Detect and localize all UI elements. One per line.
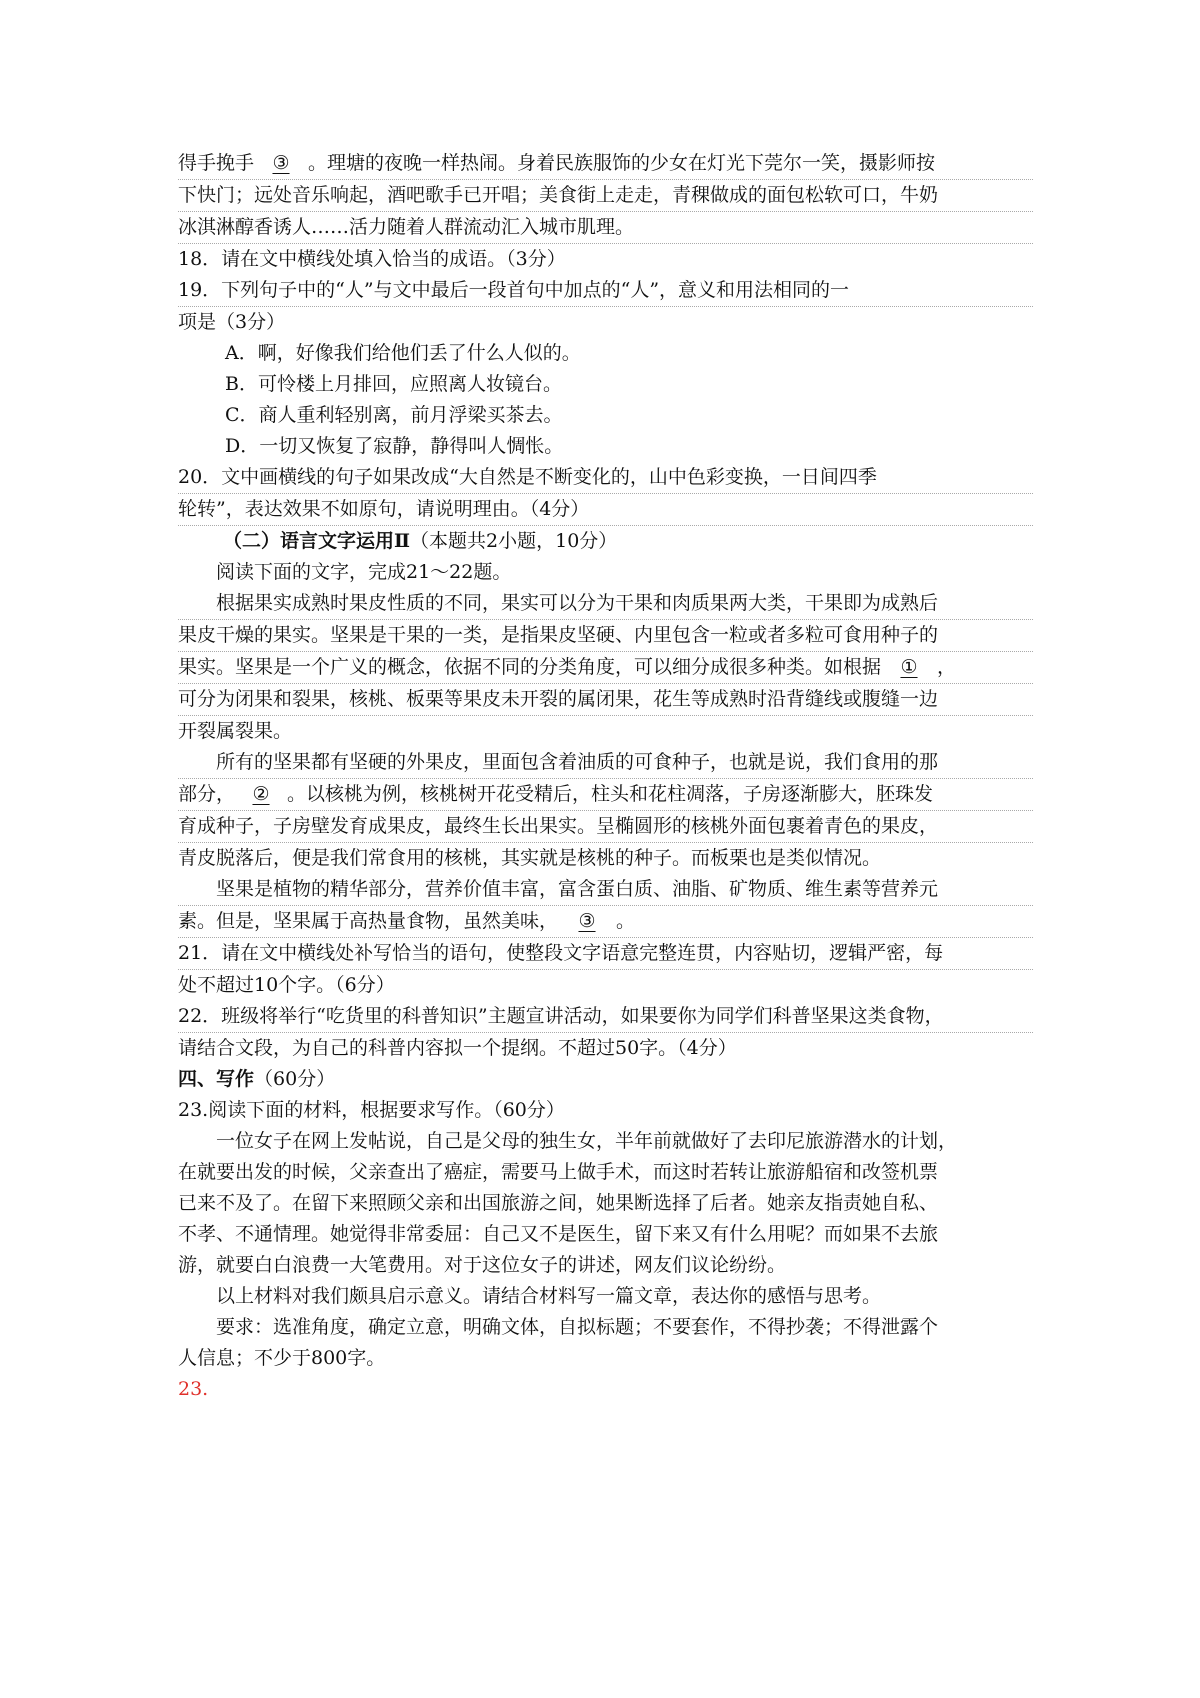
passage-line: 果实。坚果是一个广义的概念，依据不同的分类角度，可以细分成很多种类。如根据 ① ， — [178, 652, 1033, 684]
exam-page — [178, 148, 1033, 1405]
question-18: 18．请在文中横线处填入恰当的成语。（3分） — [178, 248, 566, 270]
fill-blank-3b[interactable]: ③ — [578, 910, 596, 932]
requirements-line: 人信息；不少于800字。 — [178, 1347, 386, 1369]
instruction: 以上材料对我们颇具启示意义。请结合材料写一篇文章，表达你的感悟与思考。 — [216, 1285, 882, 1307]
section-2-intro: 阅读下面的文字，完成21～22题。 — [216, 561, 512, 583]
material-line: 已来不及了。在留下来照顾父亲和出国旅游之间，她果断选择了后者。她亲友指责她自私、 — [178, 1192, 939, 1214]
option-d[interactable]: D．一切又恢复了寂静，静得叫人惆怅。 — [225, 435, 564, 457]
passage-line: 冰淇淋醇香诱人……活力随着人群流动汇入城市肌理。 — [178, 212, 1033, 244]
option-a[interactable]: A．啊，好像我们给他们丢了什么人似的。 — [225, 342, 581, 364]
section-2-note: （本题共2小题，10分） — [410, 530, 618, 552]
passage-line: 得手挽手 ③ 。理塘的夜晚一样热闹。身着民族服饰的少女在灯光下莞尔一笑，摄影师按 — [178, 148, 1033, 180]
section-2-title: （二）语言文字运用Ⅱ — [223, 530, 411, 552]
passage-line: 果皮干燥的果实。坚果是干果的一类，是指果皮坚硬、内里包含一粒或者多粒可食用种子的 — [178, 620, 1033, 652]
material-line: 不孝、不通情理。她觉得非常委屈：自己又不是医生，留下来又有什么用呢？而如果不去旅 — [178, 1223, 939, 1245]
passage-line: 素。但是，坚果属于高热量食物，虽然美味， ③ 。 — [178, 906, 1033, 938]
option-b[interactable]: B．可怜楼上月排回，应照离人妆镜台。 — [225, 373, 562, 395]
option-c[interactable]: C．商人重利轻别离，前月浮梁买茶去。 — [225, 404, 563, 426]
passage-line: 开裂属裂果。 — [178, 720, 293, 742]
passage-line: 根据果实成熟时果皮性质的不同，果实可以分为干果和肉质果两大类，干果即为成熟后 — [178, 588, 1033, 620]
question-21-line: 21．请在文中横线处补写恰当的语句，使整段文字语意完整连贯，内容贴切，逻辑严密，每 — [178, 938, 1033, 970]
answer-label-23: 23. — [178, 1378, 209, 1400]
section-4-note: （60分） — [254, 1068, 336, 1090]
question-20-line: 20．文中画横线的句子如果改成“大自然是不断变化的，山中色彩变换，一日间四季 — [178, 462, 1033, 494]
question-21-line: 处不超过10个字。（6分） — [178, 974, 395, 996]
question-19-line: 19．下列句子中的“人”与文中最后一段首句中加点的“人”，意义和用法相同的一 — [178, 275, 1033, 307]
passage-line: 育成种子，子房壁发育成果皮，最终生长出果实。呈椭圆形的核桃外面包裹着青色的果皮， — [178, 811, 1033, 843]
question-19-line: 项是（3分） — [178, 311, 286, 333]
section-2-heading — [178, 526, 1033, 557]
passage-line: 坚果是植物的精华部分，营养价值丰富，富含蛋白质、油脂、矿物质、维生素等营养元 — [178, 874, 1033, 906]
material-line: 一位女子在网上发帖说，自己是父母的独生女，半年前就做好了去印尼旅游潜水的计划， — [216, 1130, 958, 1152]
fill-blank-1[interactable]: ① — [900, 656, 918, 678]
material-line: 在就要出发的时候，父亲查出了癌症，需要马上做手术，而这时若转让旅游船宿和改签机票 — [178, 1161, 939, 1183]
passage-line: 部分， ② 。以核桃为例，核桃树开花受精后，柱头和花柱凋落，子房逐渐膨大，胚珠发 — [178, 779, 1033, 811]
section-4-title: 四、写作 — [178, 1068, 255, 1090]
material-line: 游，就要白白浪费一大笔费用。对于这位女子的讲述，网友们议论纷纷。 — [178, 1254, 787, 1276]
passage-line: 青皮脱落后，便是我们常食用的核桃，其实就是核桃的种子。而板栗也是类似情况。 — [178, 847, 882, 869]
question-22-line: 请结合文段，为自己的科普内容拟一个提纲。不超过50字。（4分） — [178, 1037, 737, 1059]
question-22-line: 22．班级将举行“吃货里的科普知识”主题宣讲活动，如果要你为同学们科普坚果这类食物， — [178, 1001, 1033, 1033]
fill-blank-2[interactable]: ② — [252, 783, 270, 805]
fill-blank-3[interactable]: ③ — [272, 152, 290, 174]
question-23-prompt: 23.阅读下面的材料，根据要求写作。（60分） — [178, 1099, 565, 1121]
section-4-heading — [178, 1064, 1033, 1095]
question-20-line: 轮转”，表达效果不如原句，请说明理由。（4分） — [178, 494, 1033, 526]
passage-line: 可分为闭果和裂果，核桃、板栗等果皮未开裂的属闭果，花生等成熟时沿背缝线或腹缝一边 — [178, 684, 1033, 716]
passage-line: 下快门；远处音乐响起，酒吧歌手已开唱；美食街上走走，青稞做成的面包松软可口，牛奶 — [178, 180, 1033, 212]
requirements-line: 要求：选准角度，确定立意，明确文体，自拟标题；不要套作，不得抄袭；不得泄露个 — [216, 1316, 939, 1338]
passage-line: 所有的坚果都有坚硬的外果皮，里面包含着油质的可食种子，也就是说，我们食用的那 — [178, 747, 1033, 779]
